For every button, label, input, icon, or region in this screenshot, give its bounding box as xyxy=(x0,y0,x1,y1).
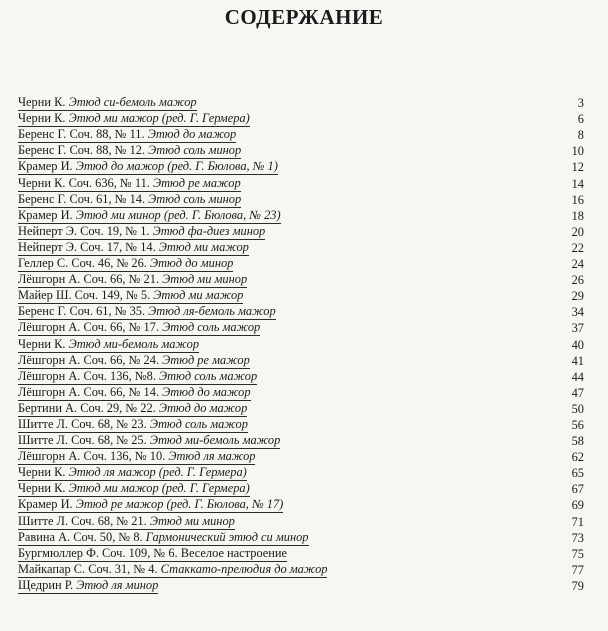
toc-author: Равина А. Соч. 50, № 8. xyxy=(18,529,146,544)
toc-author: Черни К. xyxy=(18,95,69,110)
toc-author: Беренс Г. Соч. 88, № 11. xyxy=(18,127,148,142)
toc-work-title: Этюд си-бемоль мажор xyxy=(68,95,197,110)
toc-work-title: Этюд до мажор (ред. Г. Бюлова, № 1) xyxy=(75,159,278,174)
toc-author: Лёшгорн А. Соч. 136, №8. xyxy=(18,368,160,383)
toc-entry-title xyxy=(18,337,199,353)
toc-entry xyxy=(18,401,584,417)
toc-author: Майкапар С. Соч. 31, № 4. xyxy=(18,561,161,576)
toc-page-number: 24 xyxy=(571,257,584,272)
toc-entry-title xyxy=(18,530,309,546)
toc-author: Лёшгорн А. Соч. 66, № 14. xyxy=(18,384,163,399)
toc-page-number: 40 xyxy=(571,337,584,352)
toc-entry xyxy=(18,159,584,175)
toc-entry-title xyxy=(18,143,241,159)
toc-author: Бургмюллер Ф. Соч. 109, № 6. Веселое настроение xyxy=(18,545,288,560)
toc-entry xyxy=(18,192,584,208)
toc-entry-title xyxy=(18,224,265,240)
toc-work-title: Этюд ми минор xyxy=(149,513,235,528)
toc-entry-title xyxy=(18,465,247,481)
toc-author: Беренс Г. Соч. 88, № 12. xyxy=(18,143,149,158)
toc-work-title: Этюд соль мажор xyxy=(149,416,248,431)
toc-page-number: 37 xyxy=(571,321,584,336)
toc-work-title: Этюд соль минор xyxy=(148,191,242,206)
toc-work-title: Этюд ми-бемоль мажор xyxy=(68,336,200,351)
toc-entry-title xyxy=(18,578,158,594)
toc-entry-title xyxy=(18,111,250,127)
toc-page-number: 16 xyxy=(571,192,584,207)
toc-author: Нейперт Э. Соч. 17, № 14. xyxy=(18,239,159,254)
toc-page-number: 69 xyxy=(571,498,584,513)
toc-page-number: 41 xyxy=(571,353,584,368)
toc-author: Нейперт Э. Соч. 19, № 1. xyxy=(18,223,153,238)
toc-page-number: 77 xyxy=(571,562,584,577)
toc-work-title: Этюд ля минор xyxy=(76,577,159,592)
toc-page-number: 75 xyxy=(571,546,584,561)
toc-entry-title xyxy=(18,95,197,111)
toc-author: Шитте Л. Соч. 68, № 23. xyxy=(18,416,150,431)
toc-entry xyxy=(18,513,584,529)
toc-author: Лёшгорн А. Соч. 66, № 21. xyxy=(18,272,163,287)
toc-work-title: Стаккато-прелюдия до мажор xyxy=(160,561,328,576)
toc-work-title: Этюд ми мажор xyxy=(153,288,244,303)
toc-author: Лёшгорн А. Соч. 66, № 24. xyxy=(18,352,163,367)
toc-entry xyxy=(18,562,584,578)
toc-entry xyxy=(18,481,584,497)
toc-entry xyxy=(18,256,584,272)
toc-entry-title xyxy=(18,272,247,288)
toc-entry-title xyxy=(18,401,247,417)
toc-entry xyxy=(18,530,584,546)
toc-entry-title xyxy=(18,192,241,208)
toc-author: Беренс Г. Соч. 61, № 35. xyxy=(18,304,149,319)
toc-page-number: 73 xyxy=(571,530,584,545)
toc-work-title: Гармонический этюд си минор xyxy=(145,529,309,544)
toc-entry-title xyxy=(18,240,249,256)
toc-page-number: 12 xyxy=(571,160,584,175)
toc-work-title: Этюд ми мажор (ред. Г. Гермера) xyxy=(68,111,250,126)
toc-work-title: Этюд ля-бемоль мажор xyxy=(148,304,276,319)
toc-page-number: 14 xyxy=(571,176,584,191)
toc-entry-title xyxy=(18,433,280,449)
toc-page-number: 71 xyxy=(571,514,584,529)
toc-page-number: 65 xyxy=(571,466,584,481)
toc-work-title: Этюд ми минор xyxy=(162,272,248,287)
toc-author: Шитте Л. Соч. 68, № 21. xyxy=(18,513,150,528)
toc-page-number: 44 xyxy=(571,369,584,384)
toc-page-number: 58 xyxy=(571,434,584,449)
toc-entry-title xyxy=(18,304,276,320)
toc-author: Геллер С. Соч. 46, № 26. xyxy=(18,256,150,271)
toc-page-number: 34 xyxy=(571,305,584,320)
toc-entry xyxy=(18,272,584,288)
toc-entry xyxy=(18,433,584,449)
toc-entry-title xyxy=(18,159,278,175)
toc-author: Крамер И. xyxy=(18,497,76,512)
toc-work-title: Этюд до мажор xyxy=(158,400,248,415)
toc-entry-title xyxy=(18,256,233,272)
toc-work-title: Этюд фа-диез минор xyxy=(152,223,266,238)
toc-entry xyxy=(18,143,584,159)
toc-entry xyxy=(18,288,584,304)
toc-page-number: 20 xyxy=(571,224,584,239)
toc-entry xyxy=(18,175,584,191)
toc-entry xyxy=(18,224,584,240)
toc-work-title: Этюд соль минор xyxy=(148,143,242,158)
toc-work-title: Этюд ля мажор xyxy=(168,449,256,464)
toc-page-number: 6 xyxy=(577,112,584,127)
toc-entry xyxy=(18,465,584,481)
toc-author: Черни К. xyxy=(18,336,69,351)
toc-author: Черни К. Соч. 636, № 11. xyxy=(18,175,153,190)
toc-work-title: Этюд ми минор (ред. Г. Бюлова, № 23) xyxy=(75,207,281,222)
toc-entry xyxy=(18,449,584,465)
toc-work-title: Этюд до минор xyxy=(150,256,234,271)
toc-page-number: 56 xyxy=(571,417,584,432)
toc-page-number: 62 xyxy=(571,450,584,465)
toc-entry xyxy=(18,578,584,594)
toc-entry-title xyxy=(18,449,255,465)
toc-work-title: Этюд соль мажор xyxy=(162,320,261,335)
toc-page-number: 3 xyxy=(577,96,584,111)
toc-entry-title xyxy=(18,546,287,562)
toc-entry xyxy=(18,497,584,513)
toc-work-title: Этюд ля мажор (ред. Г. Гермера) xyxy=(68,465,247,480)
toc-author: Крамер И. xyxy=(18,207,76,222)
toc-entry-title xyxy=(18,288,243,304)
toc-work-title: Этюд ре мажор xyxy=(162,352,250,367)
toc-author: Щедрин Р. xyxy=(18,577,77,592)
toc-author: Шитте Л. Соч. 68, № 25. xyxy=(18,433,150,448)
toc-entry xyxy=(18,95,584,111)
toc-page-number: 47 xyxy=(571,385,584,400)
toc-work-title: Этюд ре мажор xyxy=(152,175,241,190)
toc-entry xyxy=(18,208,584,224)
toc-page-number: 67 xyxy=(571,482,584,497)
toc-entry-title xyxy=(18,417,248,433)
toc-author: Лёшгорн А. Соч. 66, № 17. xyxy=(18,320,163,335)
toc-entry-title xyxy=(18,369,257,385)
toc-entry-title xyxy=(18,562,327,578)
toc-work-title: Этюд до мажор xyxy=(147,127,237,142)
toc-entry xyxy=(18,369,584,385)
toc-page-number: 10 xyxy=(571,144,584,159)
toc-page-number: 8 xyxy=(577,128,584,143)
toc-work-title: Этюд соль мажор xyxy=(159,368,258,383)
toc-entry xyxy=(18,336,584,352)
toc-entry-title xyxy=(18,208,281,224)
toc-author: Крамер И. xyxy=(18,159,76,174)
toc-work-title: Этюд ми мажор xyxy=(158,239,249,254)
toc-author: Черни К. xyxy=(18,465,69,480)
toc-entry-title xyxy=(18,385,251,401)
toc-entry-title xyxy=(18,127,236,143)
toc-entry xyxy=(18,417,584,433)
toc-entry xyxy=(18,304,584,320)
table-of-contents xyxy=(18,95,584,594)
toc-entry-title xyxy=(18,353,250,369)
toc-page-number: 29 xyxy=(571,289,584,304)
toc-entry-title xyxy=(18,176,241,192)
toc-page-number: 50 xyxy=(571,401,584,416)
toc-entry xyxy=(18,320,584,336)
toc-page-number: 26 xyxy=(571,273,584,288)
toc-work-title: Этюд ми-бемоль мажор xyxy=(149,433,281,448)
toc-work-title: Этюд до мажор xyxy=(162,384,251,399)
toc-page-number: 22 xyxy=(571,240,584,255)
toc-entry xyxy=(18,385,584,401)
toc-work-title: Этюд ми мажор (ред. Г. Гермера) xyxy=(68,481,250,496)
toc-entry xyxy=(18,127,584,143)
toc-entry-title xyxy=(18,320,260,336)
toc-entry xyxy=(18,111,584,127)
toc-author: Бертини А. Соч. 29, № 22. xyxy=(18,400,159,415)
toc-author: Лёшгорн А. Соч. 136, № 10. xyxy=(18,449,169,464)
toc-page-number: 79 xyxy=(571,578,584,593)
toc-author: Черни К. xyxy=(18,481,69,496)
toc-entry-title xyxy=(18,481,250,497)
toc-entry-title xyxy=(18,514,235,530)
page-title: СОДЕРЖАНИЕ xyxy=(224,5,384,29)
toc-author: Майер Ш. Соч. 149, № 5. xyxy=(18,288,154,303)
toc-author: Черни К. xyxy=(18,111,69,126)
toc-entry xyxy=(18,546,584,562)
toc-author: Беренс Г. Соч. 61, № 14. xyxy=(18,191,149,206)
toc-entry xyxy=(18,353,584,369)
toc-work-title: Этюд ре мажор (ред. Г. Бюлова, № 17) xyxy=(75,497,284,512)
toc-entry-title xyxy=(18,497,283,513)
toc-entry xyxy=(18,240,584,256)
toc-page-number: 18 xyxy=(571,208,584,223)
